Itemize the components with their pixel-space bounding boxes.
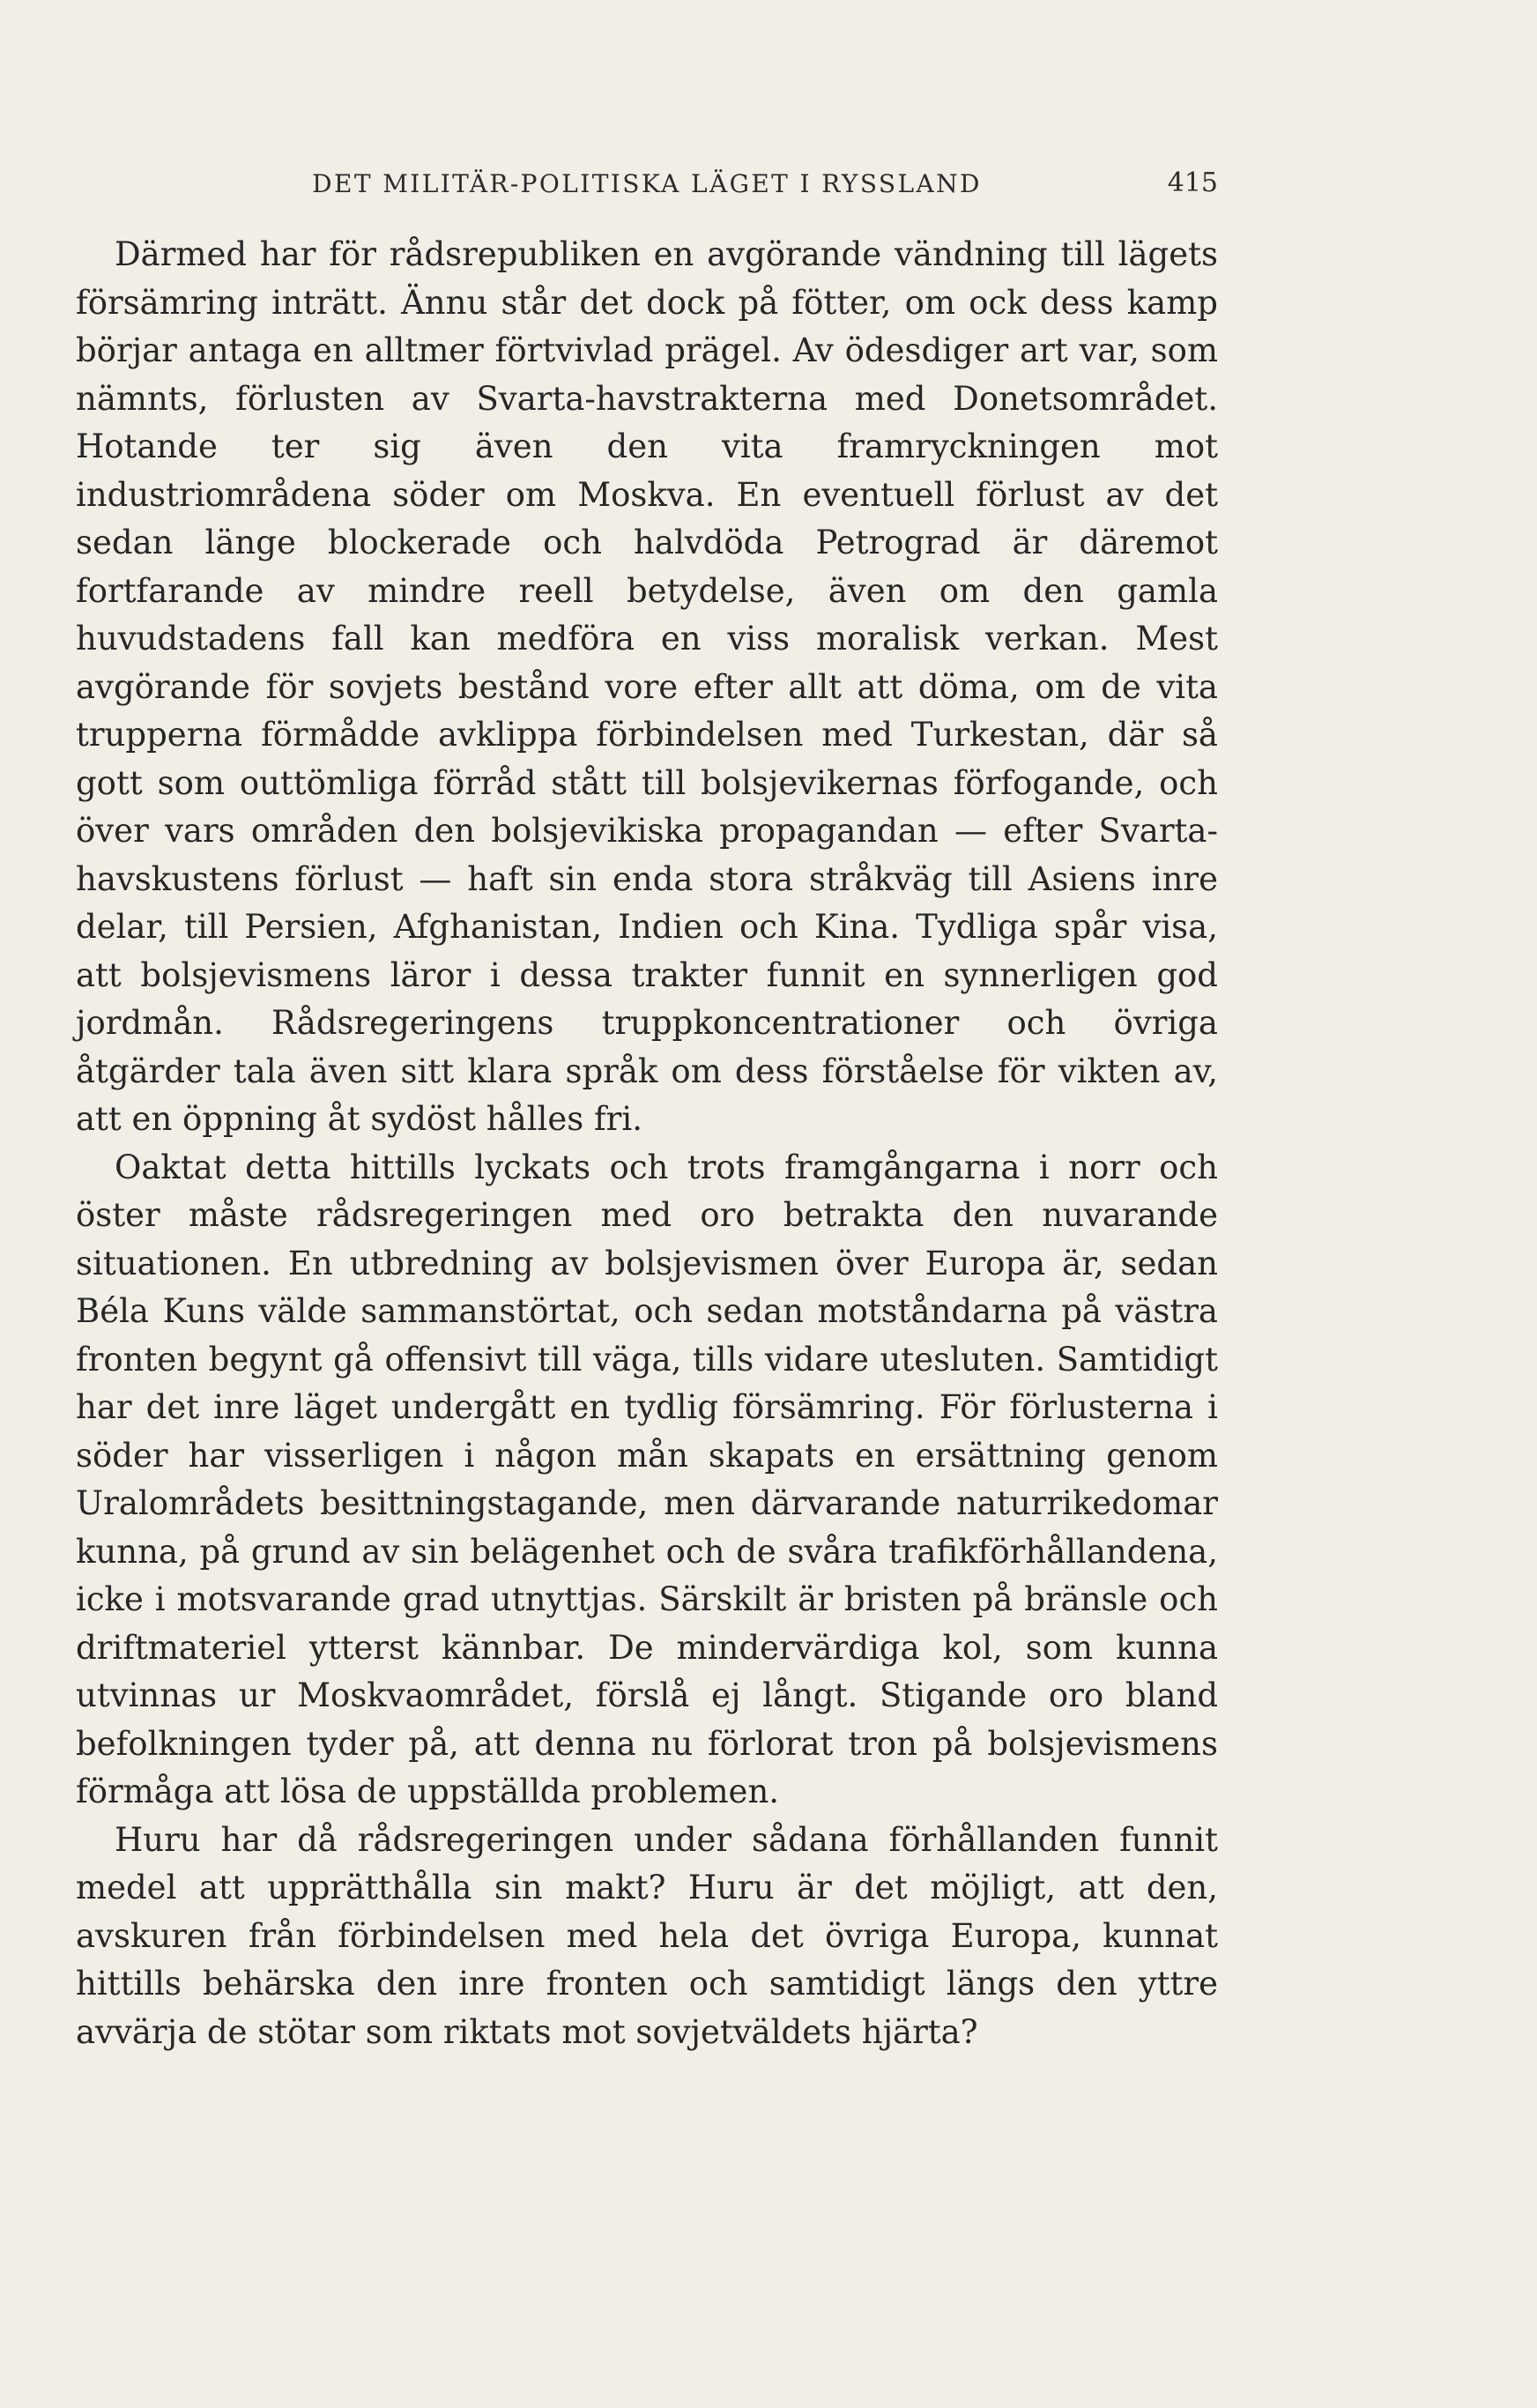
page-header [76, 164, 1218, 208]
page-number: 415 [1167, 167, 1218, 198]
paragraph: Därmed har för rådsrepubliken en avgörande vändning till lägets försämring inträtt. Ännu står det dock på fötter, om ock dess kamp börjar antaga en alltmer förtvivlad prägel. Av ödesdiger art var, som nämnts, förlusten av Svarta-havstrakterna med Donetsområdet. Hotande ter sig även den vita framryckningen mot industriområdena söder om Moskva. En eventuell förlust av det sedan länge blockerade och halvdöda Petrograd är däremot fortfarande av mindre reell betydelse, även om den gamla huvudstadens fall kan medföra en viss moralisk verkan. Mest avgörande för sovjets bestånd vore efter allt att döma, om de vita trupperna förmådde avklippa förbindelsen med Turkestan, där så gott som outtömliga förråd stått till bolsjevikernas förfogande, och över vars områden den bolsjevikiska propagandan — efter Svarta-havskustens förlust — haft sin enda stora stråkväg till Asiens inre delar, till Persien, Afghanistan, Indien och Kina. Tydliga spår visa, att bolsjevismens läror i dessa trakter funnit en synnerligen god jordmån. Rådsregeringens truppkoncentrationer och övriga åtgärder tala även sitt klara språk om dess förståelse för vikten av, att en öppning åt sydöst hålles fri. [76, 235, 1218, 1138]
paragraph: Huru har då rådsregeringen under sådana förhållanden funnit medel att upprätthålla sin makt? Huru är det möjligt, att den, avskuren från förbindelsen med hela det övriga Europa, kunnat hittills behärska den inre fronten och samtidigt längs den yttre avvärja de stötar som riktats mot sovjetväldets hjärta? [76, 1820, 1218, 2051]
running-head: DET MILITÄR-POLITISKA LÄGET I RYSSLAND [312, 169, 982, 198]
body-text [76, 231, 1218, 2056]
paragraph: Oaktat detta hittills lyckats och trots framgångarna i norr och öster måste rådsregeringen med oro betrakta den nuvarande situationen. En utbredning av bolsjevismen över Europa är, sedan Béla Kuns välde sammanstörtat, och sedan motståndarna på västra fronten begynt gå offensivt till väga, tills vidare utesluten. Samtidigt har det inre läget undergått en tydlig försämring. För förlusterna i söder har visserligen i någon mån skapats en ersättning genom Uralområdets besittningstagande, men därvarande naturrikedomar kunna, på grund av sin belägenhet och de svåra trafikförhållandena, icke i motsvarande grad utnyttjas. Särskilt är bristen på bränsle och driftmateriel ytterst kännbar. De mindervärdiga kol, som kunna utvinnas ur Moskvaområdet, förslå ej långt. Stigande oro bland befolkningen tyder på, att denna nu förlorat tron på bolsjevismens förmåga att lösa de uppställda problemen. [76, 1148, 1218, 1810]
